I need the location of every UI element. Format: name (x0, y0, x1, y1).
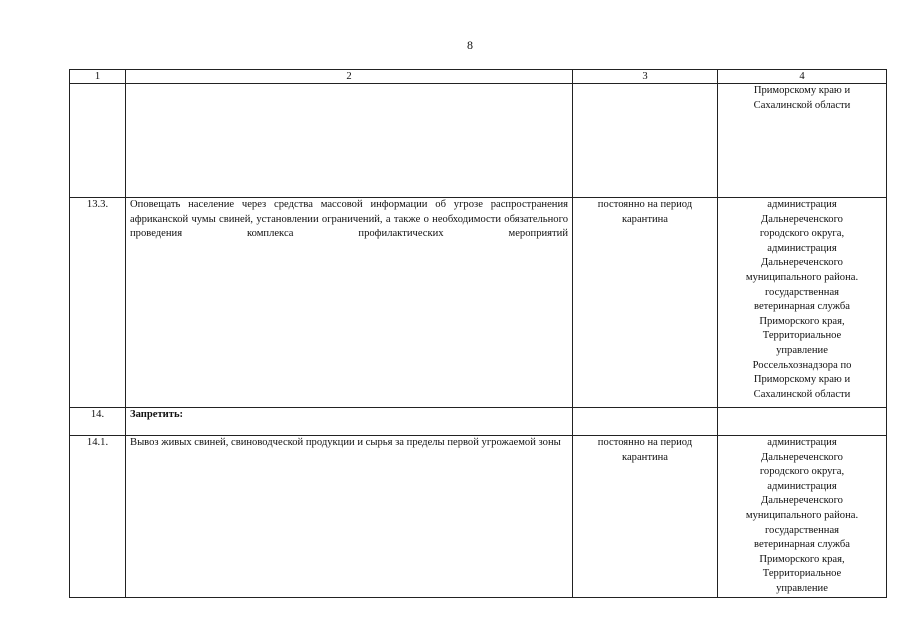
responsible-line: администрация (767, 437, 837, 448)
column-header-4: 4 (718, 70, 887, 84)
responsible-line: муниципального района. (745, 509, 859, 521)
responsible-line: Дальнереченского (761, 451, 843, 463)
responsible-line: управление (776, 582, 828, 594)
responsible-line: Территориальное (762, 330, 842, 342)
row-number: 13.3. (70, 198, 126, 408)
responsible-line: администрация (767, 199, 837, 210)
term-line: карантина (621, 451, 669, 463)
responsible-line: управление (776, 344, 828, 356)
responsible-line: муниципального района. (745, 271, 859, 283)
responsible-line: Приморскому краю и (753, 85, 851, 96)
term-line: постоянно на период (597, 199, 693, 210)
row-responsible (718, 408, 887, 436)
responsible-line: Приморского края, (759, 553, 845, 565)
row-number: 14.1. (70, 436, 126, 598)
responsible-line: Россельхознадзора по (752, 359, 852, 371)
column-header-2: 2 (126, 70, 573, 84)
page-number: 8 (467, 38, 473, 52)
measures-table (69, 69, 887, 598)
responsible-line: городского округа, (759, 466, 845, 478)
responsible-line: ветеринарная служба (754, 539, 850, 551)
responsible-line: государственная (764, 286, 840, 298)
responsible-line: Территориальное (762, 568, 842, 580)
responsible-line: Приморского края, (759, 315, 845, 327)
responsible-line: Сахалинской области (753, 99, 851, 111)
row-action: Вывоз живых свиней, свиноводческой продукции и сырья за пределы первой угрожаемой зоны (126, 436, 573, 598)
term-line: постоянно на период (597, 437, 693, 448)
column-header-1: 1 (70, 70, 126, 84)
row-term (573, 198, 718, 408)
row-action (126, 84, 573, 198)
table-header-row (70, 70, 887, 84)
responsible-line: Дальнереченского (761, 257, 843, 269)
table-row (70, 408, 887, 436)
responsible-line: Сахалинской области (753, 388, 851, 400)
row-action: Оповещать население через средства массовой информации об угрозе распространения африканской чумы свиней, установлении ограничений, а также о необходимости обязательного проведения комплекса профилактических мероприятий (126, 198, 573, 408)
responsible-line: государственная (764, 524, 840, 536)
row-term (573, 408, 718, 436)
responsible-line: Дальнереченского (761, 213, 843, 225)
table-row (70, 84, 887, 198)
responsible-line: Приморскому краю и (753, 374, 851, 386)
row-term (573, 84, 718, 198)
term-line: карантина (621, 213, 669, 225)
row-number: 14. (70, 408, 126, 436)
responsible-line: администрация (767, 242, 837, 254)
table-row (70, 436, 887, 598)
responsible-line: Дальнереченского (761, 495, 843, 507)
row-responsible (718, 84, 887, 198)
row-responsible (718, 436, 887, 598)
row-number (70, 84, 126, 198)
row-action: Запретить: (126, 408, 573, 436)
table-row (70, 198, 887, 408)
responsible-line: администрация (767, 480, 837, 492)
column-header-3: 3 (573, 70, 718, 84)
responsible-line: городского округа, (759, 228, 845, 240)
row-term (573, 436, 718, 598)
row-responsible (718, 198, 887, 408)
responsible-line: ветеринарная служба (754, 301, 850, 313)
